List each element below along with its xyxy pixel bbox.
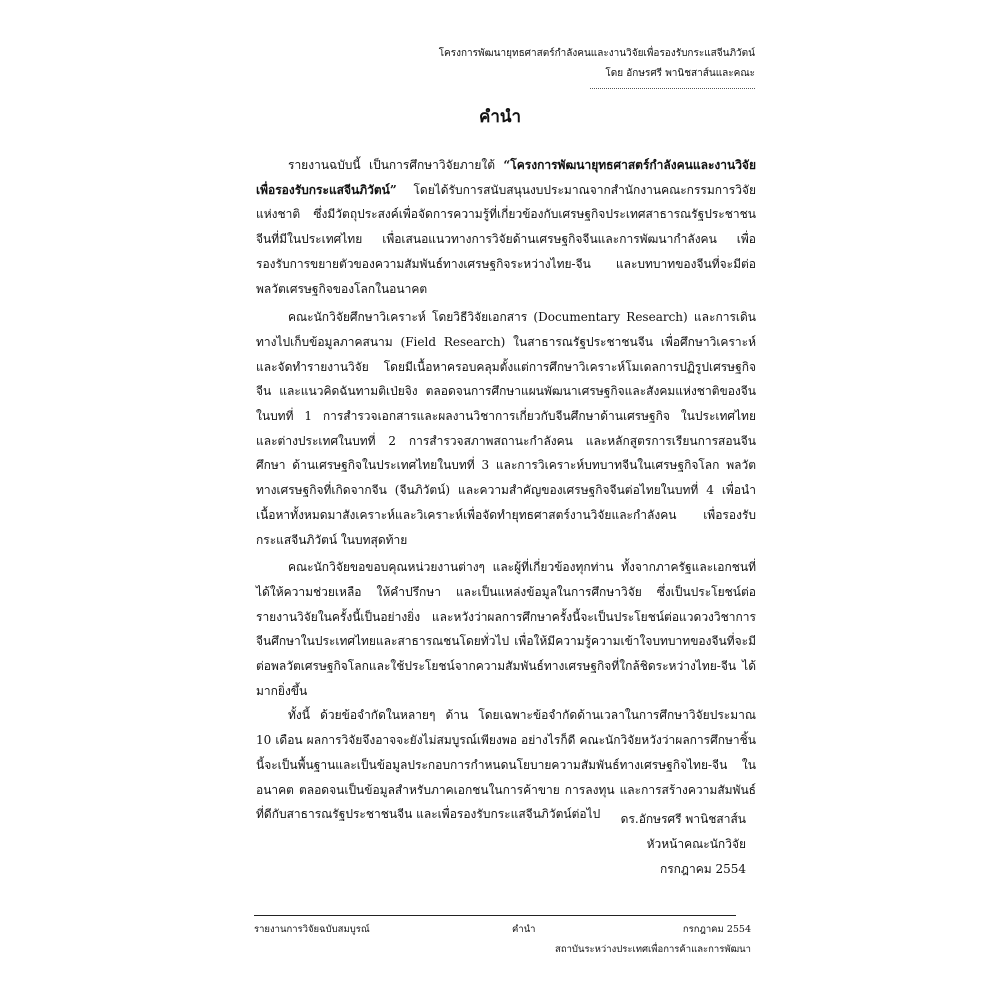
header-dotted-rule [590, 88, 755, 89]
paragraph-1 [256, 153, 756, 301]
signature-role: หัวหน้าคณะนักวิจัย [646, 837, 746, 851]
footer-report-type: รายงานการวิจัยฉบับสมบูรณ์ [254, 924, 370, 935]
running-header [439, 44, 755, 84]
paragraph-1-rest: โดยได้รับการสนับสนุนงบประมาณจากสำนักงานคณะกรรมการวิจัยแห่งชาติ ซึ่งมีวัตถุประสงค์เพื่อจัดการความรู้ที่เกี่ยวข้องกับเศรษฐกิจประเทศสาธารณรัฐประชาชนจีนที่มีในประเทศไทย เพื่อเสนอแนวทางการวิจัยด้านเศรษฐกิจจีนและการพัฒนากำลังคน เพื่อรองรับการขยายตัวของความสัมพันธ์ทางเศรษฐกิจระหว่างไทย-จีน และบทบาทของจีนที่จะมีต่อพลวัตเศรษฐกิจของโลกในอนาคต [256, 182, 756, 296]
signature-block [621, 807, 746, 882]
paragraph-1-lead: รายงานฉบับนี้ เป็นการศึกษาวิจัยภายใต้ [288, 158, 504, 172]
page-title: คำนำ [478, 107, 522, 127]
paragraph-4: ทั้งนี้ ด้วยข้อจำกัดในหลายๆ ด้าน โดยเฉพาะข้อจำกัดด้านเวลาในการศึกษาวิจัยประมาณ 10 เดือน ผลการวิจัยจึงอาจจะยังไม่สมบูรณ์เพียงพอ อย่างไรก็ดี คณะนักวิจัยหวังว่าผลการศึกษาชิ้นนี้จะเป็นพื้นฐานและเป็นข้อมูลประกอบการกำหนดนโยบายความสัมพันธ์ทางเศรษฐกิจไทย-จีน ในอนาคต ตลอดจนเป็นข้อมูลสำหรับภาคเอกชนในการค้าขาย การลงทุน และการสร้างความสัมพันธ์ที่ดีกับสาธารณรัฐประชาชนจีน และเพื่อรองรับกระแสจีนภิวัตน์ต่อไป [256, 708, 756, 822]
footer-rule [254, 915, 736, 916]
project-name-bold: “โครงการพัฒนายุทธศาสตร์กำลังคนและงานวิจัยเพื่อรองรับกระแสจีนภิวัตน์” [256, 158, 756, 197]
signature-name: ดร.อักษรศรี พานิชสาส์น [620, 812, 746, 826]
footer-section: คำนำ [512, 924, 536, 935]
signature-date: กรกฎาคม 2554 [659, 862, 746, 876]
header-author-line: โดย อักษรศรี พานิชสาส์นและคณะ [605, 68, 755, 79]
preface-body [256, 153, 756, 827]
footer-date: กรกฎาคม 2554 [682, 924, 751, 935]
header-project-line: โครงการพัฒนายุทธศาสตร์กำลังคนและงานวิจัยเพื่อรองรับกระแสจีนภิวัตน์ [438, 48, 755, 59]
paragraph-3: คณะนักวิจัยขอขอบคุณหน่วยงานต่างๆ และผู้ที่เกี่ยวข้องทุกท่าน ทั้งจากภาครัฐและเอกชนที่ได้ให้ความช่วยเหลือ ให้คำปรึกษา และเป็นแหล่งข้อมูลในการศึกษาวิจัย ซึ่งเป็นประโยชน์ต่อรายงานวิจัยในครั้งนี้เป็นอย่างยิ่ง และหวังว่าผลการศึกษาครั้งนี้จะเป็นประโยชน์ต่อแวดวงวิชาการจีนศึกษาในประเทศไทยและสาธารณชนโดยทั่วไป เพื่อให้มีความรู้ความเข้าใจบทบาทของจีนที่จะมีต่อพลวัตเศรษฐกิจโลกและใช้ประโยชน์จากความสัมพันธ์ทางเศรษฐกิจที่ใกล้ชิดระหว่างไทย-จีน ได้มากยิ่งขึ้น [256, 560, 756, 698]
footer-institute: สถาบันระหว่างประเทศเพื่อการค้าและการพัฒนา [555, 944, 751, 955]
paragraph-2: คณะนักวิจัยศึกษาวิเคราะห์ โดยวิธีวิจัยเอกสาร (Documentary Research) และการเดินทางไปเก็บข้อมูลภาคสนาม (Field Research) ในสาธารณรัฐประชาชนจีน เพื่อศึกษาวิเคราะห์และจัดทำรายงานวิจัย โดยมีเนื้อหาครอบคลุมตั้งแต่การศึกษาวิเคราะห์โมเดลการปฏิรูปเศรษฐกิจจีน และแนวคิดฉันทามติเป่ยจิง ตลอดจนการศึกษาแผนพัฒนาเศรษฐกิจและสังคมแห่งชาติของจีนในบทที่ 1 การสำรวจเอกสารและผลงานวิชาการเกี่ยวกับจีนศึกษาด้านเศรษฐกิจ ในประเทศไทยและต่างประเทศในบทที่ 2 การสำรวจสภาพสถานะกำลังคน และหลักสูตรการเรียนการสอนจีนศึกษา ด้านเศรษฐกิจในประเทศไทยในบทที่ 3 และการวิเคราะห์บทบาทจีนในเศรษฐกิจโลก พลวัตทางเศรษฐกิจที่เกิดจากจีน (จีนภิวัตน์) และความสำคัญของเศรษฐกิจจีนต่อไทยในบทที่ 4 เพื่อนำเนื้อหาทั้งหมดมาสังเคราะห์และวิเคราะห์เพื่อจัดทำยุทธศาสตร์งานวิจัยและกำลังคน เพื่อรองรับกระแสจีนภิวัตน์ ในบทสุดท้าย [256, 310, 756, 547]
